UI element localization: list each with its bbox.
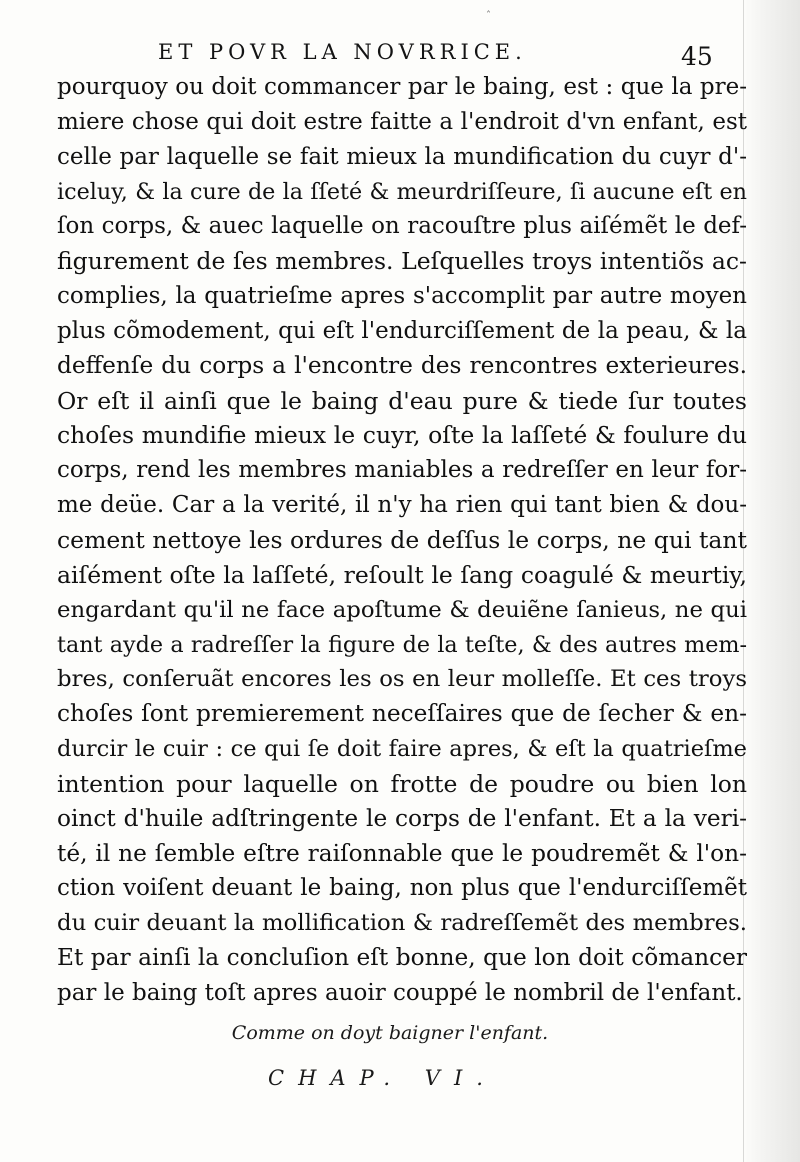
text-line: choſes mundifie mieux le cuyr, oſte la laſſeté & foulure du bbox=[57, 421, 747, 450]
chapter-label: CHAP. VI. bbox=[268, 1066, 497, 1090]
text-line: me deüe. Car a la verité, il n'y ha rien qui tant bien & dou- bbox=[57, 492, 747, 519]
text-line: du cuir deuant la mollification & radreſſemẽt des membres. bbox=[57, 910, 747, 937]
text-line: bres, conſeruãt encores les os en leur molleſſe. Et ces troys bbox=[57, 666, 747, 693]
text-line: oinct d'huile adſtringente le corps de l'enfant. Et a la veri- bbox=[57, 804, 747, 832]
text-line: aiſément oſte la laſſeté, reſoult le ſang coagulé & meurtiy, bbox=[57, 560, 747, 589]
text-line: iceluy, & la cure de la ſſeté & meurdriſſeure, ſi aucune eſt en bbox=[57, 178, 747, 205]
text-line: tant ayde a radreſſer la figure de la teſte, & des autres mem- bbox=[57, 631, 747, 658]
text-line: engardant qu'il ne face apoſtume & deuiẽne ſanieus, ne qui bbox=[57, 596, 747, 623]
text-line: intention pour laquelle on frotte de poudre ou bien lon bbox=[57, 769, 747, 798]
text-line: ction voiſent deuant le baing, non plus que l'endurciſſemẽt bbox=[57, 875, 747, 902]
text-line: par le baing toſt apres auoir couppé le nombril de l'enfant. bbox=[57, 979, 743, 1006]
text-line: plus cõmodement, qui eſt l'endurciſſement de la peau, & la bbox=[57, 317, 747, 344]
text-line: té, il ne ſemble eſtre raiſonnable que le poudremẽt & l'on- bbox=[57, 839, 747, 867]
body-paragraph bbox=[57, 70, 747, 1011]
top-speck: ˆ bbox=[486, 11, 491, 22]
text-line: deffenſe du corps a l'encontre des rencontres exterieures. bbox=[57, 351, 747, 379]
section-title: Comme on doyt baigner l'enfant. bbox=[231, 1022, 549, 1044]
text-line: choſes ſont premierement neceſſaires que de ſecher & en- bbox=[57, 700, 747, 728]
text-line: durcir le cuir : ce qui ſe doit faire apres, & eſt la quatrieſme bbox=[57, 736, 747, 763]
page-gutter-shadow bbox=[742, 0, 800, 1162]
text-line: ſon corps, & auec laquelle on racouſtre plus aiſémẽt le def- bbox=[57, 213, 747, 240]
text-line: complies, la quatrieſme apres s'accomplit par autre moyen bbox=[57, 283, 747, 310]
running-head: ET POVR LA NOVRRICE. bbox=[158, 40, 527, 64]
text-line: corps, rend les membres maniables a redreſſer en leur for- bbox=[57, 457, 747, 484]
text-line: celle par laquelle se fait mieux la mundification du cuyr d'- bbox=[57, 143, 747, 170]
text-line: Et par ainſi la concluſion eſt bonne, que lon doit cõmancer bbox=[57, 944, 747, 972]
text-line: figurement de ſes membres. Leſquelles troys intentiõs ac- bbox=[57, 247, 747, 276]
text-line: miere chose qui doit estre faitte a l'endroit d'vn enfant, est bbox=[57, 108, 747, 135]
text-line: pourquoy ou doit commancer par le baing, est : que la pre- bbox=[57, 74, 747, 100]
text-line: Or eſt il ainſi que le baing d'eau pure & tiede ſur toutes bbox=[57, 386, 747, 415]
page-number: 45 bbox=[681, 42, 713, 71]
text-line: cement nettoye les ordures de deſſus le corps, ne qui tant bbox=[57, 525, 747, 554]
